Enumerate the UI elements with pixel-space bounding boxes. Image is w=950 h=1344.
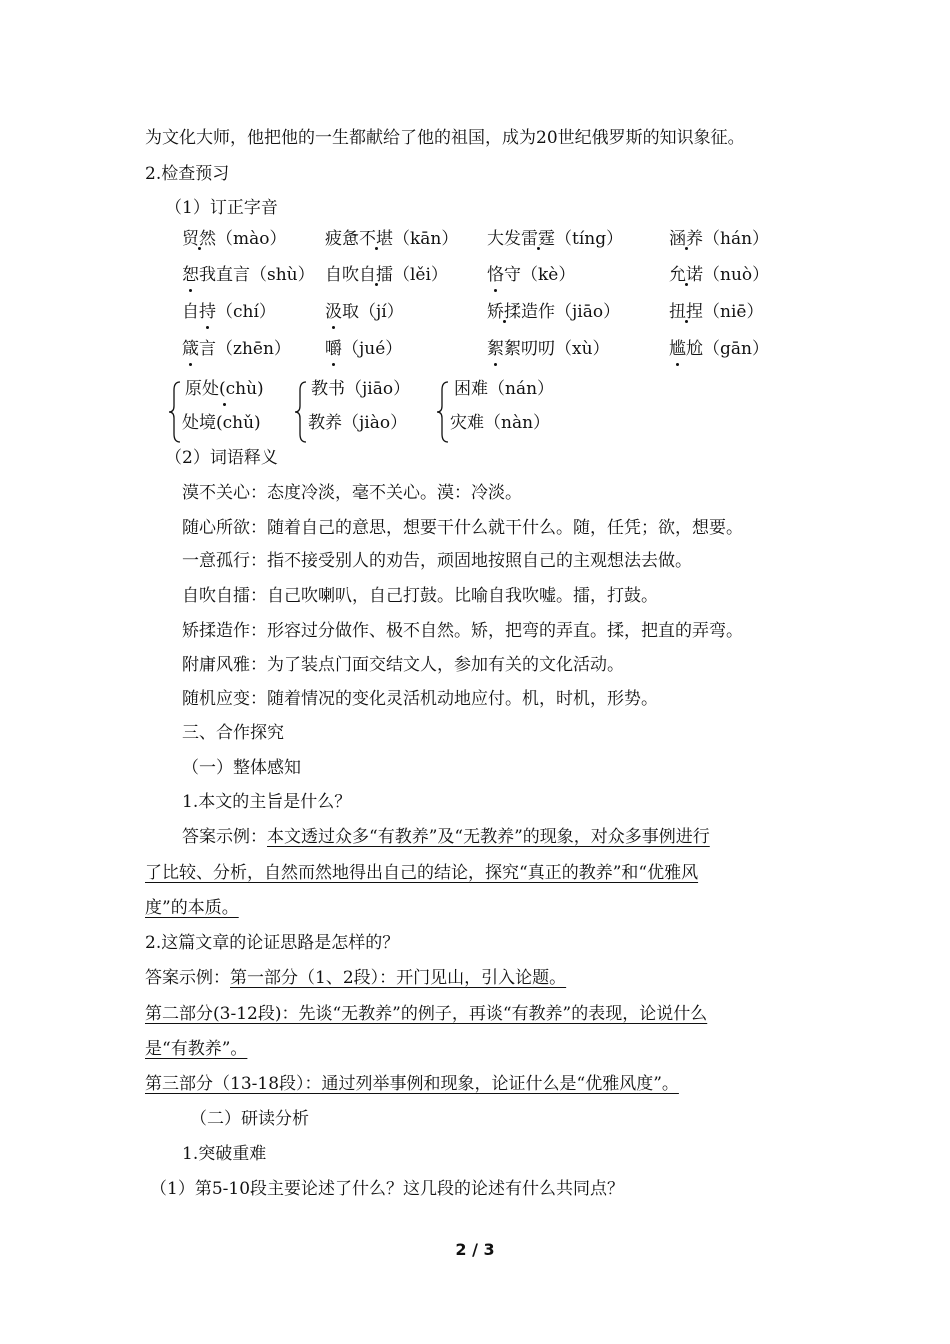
page-number: 2 / 3 <box>455 1240 495 1259</box>
question: 2.这篇文章的论证思路是怎样的？ <box>145 933 400 953</box>
vocab-item: 随心所欲：随着自己的意思，想要干什么就干什么。随，任凭；欲，想要。 <box>182 518 743 538</box>
intro-line: 为文化大师，他把他的一生都献给了他的祖国，成为20世纪俄罗斯的知识象征。 <box>145 128 745 148</box>
subsection-heading: （一）整体感知 <box>182 758 301 778</box>
pronunciation-item: 箴言（zhēn） <box>182 339 291 359</box>
answer-line: 了比较、分析，自然而然地得出自己的结论，探究“真正的教养”和“优雅风 <box>145 863 699 883</box>
pronunciation-item: 自吹自擂（lěi） <box>325 265 448 285</box>
vocab-item: 一意孤行：指不接受别人的劝告，顽固地按照自己的主观想法去做。 <box>182 551 692 571</box>
pronunciation-item: 恪守（kè） <box>487 265 576 285</box>
focus-heading: 1.突破重难 <box>182 1144 267 1164</box>
pronunciation-item: 矫揉造作（jiāo） <box>487 302 621 322</box>
pronunciation-item: 贸然（mào） <box>182 229 287 249</box>
question: 1.本文的主旨是什么？ <box>182 792 352 812</box>
answer-line: 第三部分（13-18段）：通过列举事例和现象，论证什么是“优雅风度”。 <box>145 1074 679 1094</box>
group-1-item-b: 处境(chǔ) <box>182 413 261 433</box>
answer-line: 答案示例：第一部分（1、2段）：开门见山，引入论题。 <box>145 968 567 988</box>
vocab-item: 随机应变：随着情况的变化灵活机动地应付。机，时机，形势。 <box>182 689 658 709</box>
vocab-item: 附庸风雅：为了装点门面交结文人，参加有关的文化活动。 <box>182 655 624 675</box>
group-2-item-a: 教书（jiāo） <box>311 379 411 399</box>
group-2-item-b: 教养（jiào） <box>308 413 408 433</box>
pronunciation-item: 允诺（nuò） <box>669 265 770 285</box>
pronunciation-item: 絮絮叨叨（xù） <box>487 339 610 359</box>
group-3-item-b: 灾难（nàn） <box>450 413 551 433</box>
subsection-heading: （二）研读分析 <box>190 1109 309 1129</box>
answer-line: 答案示例：本文透过众多“有教养”及“无教养”的现象，对众多事例进行 <box>182 827 710 847</box>
pronunciation-item: 涵养（hán） <box>669 229 770 249</box>
group-1-item-a: 原处(chù) <box>185 379 264 399</box>
pronunciation-item: 大发雷霆（tíng） <box>487 229 624 249</box>
question: （1）第5-10段主要论述了什么？这几段的论述有什么共同点？ <box>150 1179 625 1199</box>
vocab-title: （2）词语释义 <box>165 448 278 468</box>
section-heading: 三、合作探究 <box>182 723 284 743</box>
pronunciation-item: 汲取（jí） <box>325 302 404 322</box>
brace-icon <box>436 380 450 444</box>
pronunciation-item: 恕我直言（shù） <box>182 265 315 285</box>
answer-line: 是“有教养”。 <box>145 1039 248 1059</box>
brace-icon <box>168 380 182 444</box>
pronunciation-item: 嚼（jué） <box>325 339 403 359</box>
answer-line: 第二部分(3-12段)：先谈“无教养”的例子，再谈“有教养”的表现，论说什么 <box>145 1004 708 1024</box>
vocab-item: 自吹自擂：自己吹喇叭，自己打鼓。比喻自我吹嘘。擂，打鼓。 <box>182 586 658 606</box>
check-preview-heading: 2.检查预习 <box>145 164 230 184</box>
vocab-item: 矫揉造作：形容过分做作、极不自然。矫，把弯的弄直。揉，把直的弄弯。 <box>182 621 743 641</box>
pronunciation-item: 疲惫不堪（kān） <box>325 229 459 249</box>
pronunciation-item: 自持（chí） <box>182 302 276 322</box>
brace-icon <box>294 380 308 444</box>
pronunciation-item: 尴尬（gān） <box>669 339 769 359</box>
group-3-item-a: 困难（nán） <box>454 379 555 399</box>
vocab-item: 漠不关心：态度冷淡，毫不关心。漠：冷淡。 <box>182 483 522 503</box>
answer-line: 度”的本质。 <box>145 898 239 918</box>
pronunciation-title: （1）订正字音 <box>165 198 278 218</box>
pronunciation-item: 扭捏（niē） <box>669 302 764 322</box>
